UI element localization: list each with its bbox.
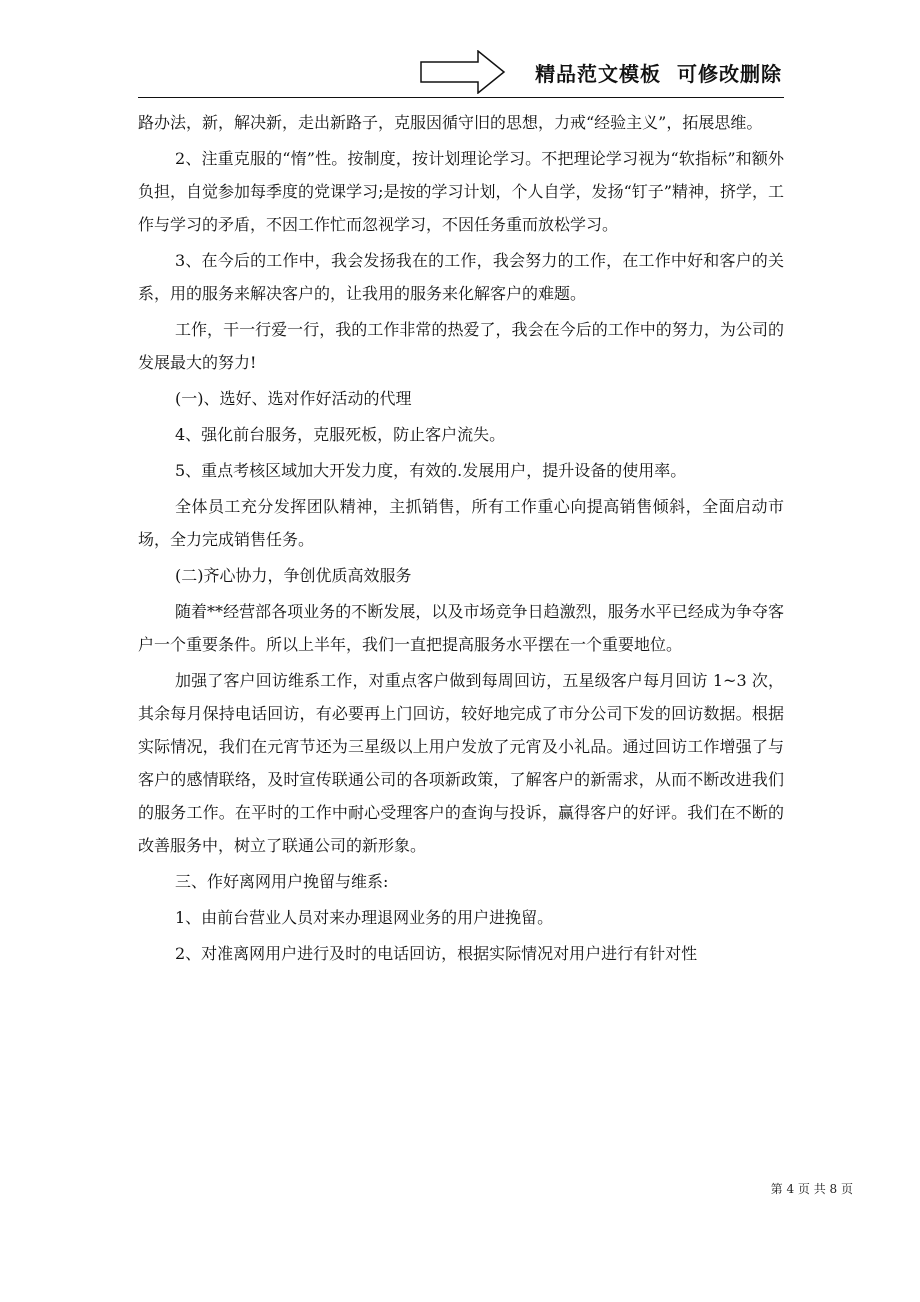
- paragraph: 5、重点考核区域加大开发力度，有效的.发展用户，提升设备的使用率。: [175, 461, 687, 480]
- paragraph: 2、注重克服的“惰”性。按制度，按计划理论学习。不把理论学习视为“软指标”和额外负担，自觉参加每季度的党课学习;是按的学习计划，个人自学，发扬“钉子”精神，挤学，工作与学习的矛盾，不因工作忙而忽视学习，不因任务重而放松学习。: [138, 149, 784, 234]
- paragraph: 路办法，新，解决新，走出新路子，克服因循守旧的思想，力戒“经验主义”，拓展思维。: [138, 113, 763, 132]
- header-divider: [138, 97, 784, 98]
- paragraph: 工作，干一行爱一行，我的工作非常的热爱了，我会在今后的工作中的努力，为公司的发展最大的努力!: [138, 320, 784, 372]
- paragraph: (二)齐心协力，争创优质高效服务: [175, 566, 412, 585]
- header-title: 精品范文模板 可修改删除: [535, 62, 782, 86]
- paragraph: 随着**经营部各项业务的不断发展，以及市场竞争日趋激烈，服务水平已经成为争夺客户一个重要条件。所以上半年，我们一直把提高服务水平摆在一个重要地位。: [138, 602, 784, 654]
- page-header: [138, 48, 784, 98]
- document-body: [138, 106, 784, 973]
- page-number: 第 4 页 共 8 页: [770, 1182, 853, 1196]
- paragraph: 加强了客户回访维系工作，对重点客户做到每周回访，五星级客户每月回访 1~3 次，其余每月保持电话回访，有必要再上门回访，较好地完成了市分公司下发的回访数据。根据实际情况，我们在元宵节还为三星级以上用户发放了元宵及小礼品。通过回访工作增强了与客户的感情联络，及时宣传联通公司的各项新政策，了解客户的新需求，从而不断改进我们的服务工作。在平时的工作中耐心受理客户的查询与投诉，赢得客户的好评。我们在不断的改善服务中，树立了联通公司的新形象。: [138, 671, 784, 855]
- paragraph: 4、强化前台服务，克服死板，防止客户流失。: [175, 425, 506, 444]
- paragraph: 2、对准离网用户进行及时的电话回访，根据实际情况对用户进行有针对性: [175, 944, 698, 963]
- paragraph: 1、由前台营业人员对来办理退网业务的用户进挽留。: [175, 908, 554, 927]
- right-arrow-icon: [420, 50, 506, 94]
- paragraph: 三、作好离网用户挽留与维系:: [175, 872, 389, 891]
- paragraph: (一)、选好、选对作好活动的代理: [175, 389, 412, 408]
- paragraph: 3、在今后的工作中，我会发扬我在的工作，我会努力的工作，在工作中好和客户的关系，用的服务来解决客户的，让我用的服务来化解客户的难题。: [138, 251, 784, 303]
- paragraph: 全体员工充分发挥团队精神，主抓销售，所有工作重心向提高销售倾斜，全面启动市场，全力完成销售任务。: [138, 497, 784, 549]
